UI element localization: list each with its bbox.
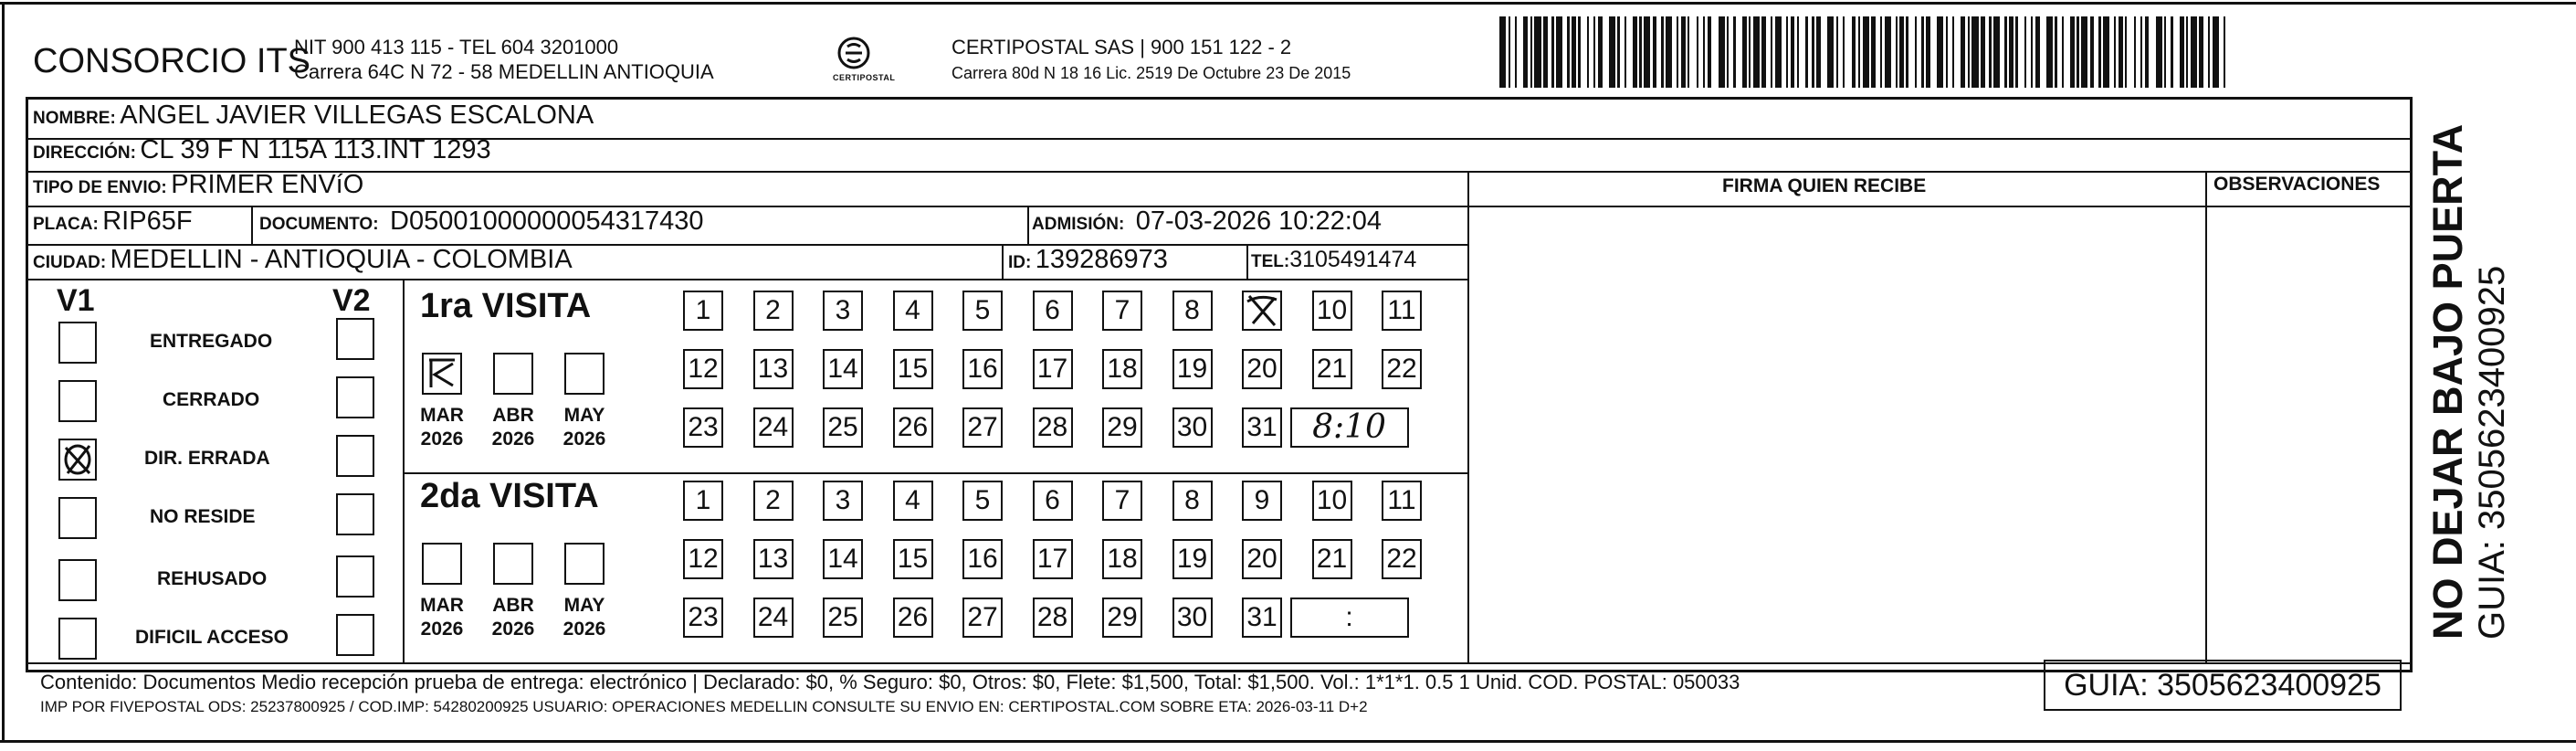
month-checkbox[interactable] (564, 543, 605, 585)
footer-content-line: Contenido: Documentos Medio recepción prueba de entrega: electrónico | Declarado: $0, % Seguro: $0, Otros: $0, Flete: $1,500, Total: $1,500. Vol.: 1*1*1. 0.5 1 Unid. COD. POSTAL: 050033 (40, 671, 1740, 693)
day-number: 20 (1246, 544, 1277, 574)
day-box[interactable] (823, 291, 863, 331)
day-number: 11 (1387, 295, 1416, 325)
status-label: DIFICIL ACCESO (135, 627, 289, 648)
placa-label: PLACA: (33, 215, 99, 234)
v1-checkbox[interactable] (58, 497, 97, 539)
documento-field (259, 206, 704, 237)
day-number: 3 (835, 295, 851, 325)
day-box[interactable] (753, 291, 794, 331)
barcode-bar (1626, 16, 1633, 88)
side-warning: NO DEJAR BAJO PUERTA (2424, 123, 2471, 640)
visit-divider (403, 472, 1467, 474)
v2-header: V2 (332, 283, 371, 318)
month-label (415, 404, 469, 451)
month-year: 2026 (563, 428, 606, 450)
col-divider (1246, 244, 1248, 279)
day-number: 7 (1114, 485, 1130, 515)
barcode-bar (1753, 16, 1760, 88)
barcode-bar (1499, 16, 1506, 88)
month-label (557, 404, 612, 451)
day-number: 28 (1036, 602, 1068, 632)
day-number: 1 (695, 485, 711, 515)
page-top-border (0, 2, 2576, 5)
day-number: 31 (1246, 412, 1277, 442)
col-divider (1002, 244, 1004, 279)
day-box[interactable] (683, 349, 723, 389)
day-number: 5 (974, 485, 991, 515)
day-box[interactable] (1242, 349, 1282, 389)
day-box[interactable] (1312, 481, 1352, 521)
guia-number: GUIA: 3505623400925 (2044, 660, 2402, 711)
side-guia: GUIA: 3505623400925 (2472, 265, 2512, 640)
day-number: 16 (967, 354, 998, 384)
day-number: 22 (1386, 354, 1417, 384)
direccion-label: DIRECCIÓN: (33, 143, 136, 163)
day-box[interactable] (1172, 481, 1213, 521)
day-number: 2 (765, 295, 781, 325)
month-checkbox[interactable] (493, 353, 533, 395)
day-number: 1 (695, 295, 711, 325)
day-number: 7 (1114, 295, 1130, 325)
ciudad-field (33, 245, 573, 275)
day-number: 13 (757, 354, 789, 384)
day-number: 10 (1316, 295, 1348, 325)
barcode-bar (1908, 16, 1915, 88)
documento-value: D05001000000054317430 (390, 206, 704, 236)
side-text (2424, 124, 2513, 640)
direccion-value: CL 39 F N 115A 113.INT 1293 (140, 135, 491, 164)
day-box[interactable] (683, 481, 723, 521)
barcode-bar (1821, 16, 1827, 88)
month-year: 2026 (491, 428, 535, 450)
barcode-bar (1689, 16, 1696, 88)
id-label: ID: (1008, 253, 1032, 272)
day-number: 26 (897, 602, 929, 632)
col-divider (2205, 171, 2207, 662)
day-number: 15 (897, 354, 929, 384)
day-box[interactable] (1102, 407, 1142, 448)
day-number: 21 (1316, 544, 1348, 574)
day-number: 3 (835, 485, 851, 515)
barcode-bar (1971, 16, 1978, 88)
day-number: 23 (688, 412, 719, 442)
placa-field (33, 206, 193, 237)
day-number: 24 (757, 412, 789, 442)
day-box[interactable] (1242, 539, 1282, 579)
day-number: 5 (974, 295, 991, 325)
form-box (26, 97, 2413, 672)
day-box[interactable] (1033, 407, 1073, 448)
day-number: 16 (967, 544, 998, 574)
day-box[interactable] (893, 291, 933, 331)
month-name: MAR (420, 405, 464, 426)
status-label: ENTREGADO (150, 331, 273, 352)
barcode-bar (1711, 16, 1718, 88)
day-box[interactable] (962, 407, 1003, 448)
company-nit: NIT 900 413 115 - TEL 604 3201000 (294, 36, 619, 58)
barcode-bar (2224, 16, 2225, 88)
day-box[interactable] (823, 349, 863, 389)
certipostal-address: Carrera 80d N 18 16 Lic. 2519 De Octubre 23 De 2015 (952, 64, 1351, 82)
company-name: CONSORCIO ITS (33, 42, 311, 80)
day-number: 13 (757, 544, 789, 574)
day-number: 18 (1107, 544, 1138, 574)
day-number: 27 (967, 412, 998, 442)
day-number: 28 (1036, 412, 1068, 442)
day-number: 27 (967, 602, 998, 632)
id-field (1008, 245, 1168, 275)
day-box[interactable] (753, 349, 794, 389)
day-box[interactable] (683, 291, 723, 331)
barcode-bar (1954, 16, 1961, 88)
time-value: 8:10 (1312, 408, 1386, 446)
day-box[interactable] (1242, 598, 1282, 638)
logo-caption: CERTIPOSTAL (833, 73, 896, 82)
page-left-border (2, 2, 5, 742)
day-number: 8 (1184, 295, 1200, 325)
day-number: 17 (1036, 354, 1068, 384)
v2-checkbox[interactable] (336, 555, 374, 598)
day-box[interactable] (753, 539, 794, 579)
time-box[interactable] (1290, 407, 1409, 448)
day-number: 23 (688, 602, 719, 632)
status-label: REHUSADO (157, 568, 268, 589)
barcode-bar (1885, 16, 1891, 88)
barcode-bar (2040, 16, 2046, 88)
col-divider (1467, 171, 1469, 662)
tipo-label: TIPO DE ENVIO: (33, 178, 167, 197)
day-number: 30 (1176, 412, 1208, 442)
day-number: 10 (1316, 485, 1348, 515)
status-label: CERRADO (163, 389, 260, 410)
day-box[interactable] (823, 481, 863, 521)
day-box[interactable] (1102, 349, 1142, 389)
day-number: 6 (1045, 295, 1060, 325)
day-box[interactable] (1033, 291, 1073, 331)
day-number: 26 (897, 412, 929, 442)
day-number: 12 (688, 354, 719, 384)
day-number: 19 (1176, 544, 1208, 574)
id-value: 139286973 (1035, 245, 1168, 274)
day-number: 8 (1184, 485, 1200, 515)
day-number: 12 (688, 544, 719, 574)
barcode-bar (1736, 16, 1742, 88)
v1-checkbox[interactable] (58, 439, 97, 481)
day-number: 18 (1107, 354, 1138, 384)
check-mark-icon (424, 354, 460, 393)
day-number: 25 (827, 602, 858, 632)
day-box[interactable] (1172, 539, 1213, 579)
day-box[interactable] (1312, 349, 1352, 389)
certipostal-name: CERTIPOSTAL SAS | 900 151 122 - 2 (952, 36, 1292, 58)
footer-print-line: IMP POR FIVEPOSTAL ODS: 25237800925 / COD.IMP: 54280200925 USUARIO: OPERACIONES MEDELLIN CONSULTE SU ENVIO EN: CERTIPOSTAL.COM SOBRE ETA: 2026-03-11 D+2 (40, 698, 1368, 715)
barcode-bar (2173, 16, 2180, 88)
col-header-underline (1467, 206, 2410, 207)
observaciones-header: OBSERVACIONES (2213, 174, 2381, 195)
v1-checkbox[interactable] (58, 380, 97, 422)
tel-label: TEL: (1251, 252, 1290, 271)
day-box[interactable] (1033, 598, 1073, 638)
barcode-bar (1937, 16, 1943, 88)
month-checkbox[interactable] (564, 353, 605, 395)
day-box[interactable] (893, 481, 933, 521)
barcode-bar (1666, 16, 1672, 88)
time-value: : (1345, 602, 1353, 632)
check-x-icon (60, 440, 95, 479)
row-divider (28, 279, 1467, 280)
visit-title: 2da VISITA (420, 477, 599, 515)
month-checkbox[interactable] (422, 353, 462, 395)
day-number: 22 (1386, 544, 1417, 574)
day-box[interactable] (962, 481, 1003, 521)
day-number: 21 (1316, 354, 1348, 384)
day-number: 2 (765, 485, 781, 515)
barcode-bar (2103, 16, 2109, 88)
month-name: MAR (420, 595, 464, 616)
barcode-bar (1581, 16, 1587, 88)
admision-label: ADMISIÓN: (1032, 215, 1125, 234)
status-label: NO RESIDE (150, 506, 256, 527)
v1-checkbox[interactable] (58, 322, 97, 364)
day-box[interactable] (753, 407, 794, 448)
day-box[interactable] (1033, 481, 1073, 521)
day-box[interactable] (1033, 349, 1073, 389)
day-number: 17 (1036, 544, 1068, 574)
day-number: 4 (905, 485, 920, 515)
barcode-bar (2081, 16, 2087, 88)
day-box[interactable] (1172, 407, 1213, 448)
day-box[interactable] (1382, 349, 1422, 389)
documento-label: DOCUMENTO: (259, 215, 379, 234)
day-box[interactable] (753, 598, 794, 638)
day-box[interactable] (893, 539, 933, 579)
company-info (294, 35, 714, 84)
day-box[interactable] (683, 407, 723, 448)
barcode-bar (1930, 16, 1937, 88)
day-number: 25 (827, 412, 858, 442)
month-name: ABR (492, 405, 534, 426)
day-box[interactable] (1172, 291, 1213, 331)
barcode-bar (1845, 16, 1851, 88)
col-divider (251, 206, 253, 244)
day-box[interactable] (893, 598, 933, 638)
v1-header: V1 (57, 283, 95, 318)
day-box[interactable] (1312, 291, 1352, 331)
nombre-label: NOMBRE: (33, 109, 116, 128)
barcode-bar (1517, 16, 1523, 88)
day-box[interactable] (893, 407, 933, 448)
day-box[interactable] (753, 481, 794, 521)
day-number: 29 (1107, 602, 1138, 632)
day-number: 24 (757, 602, 789, 632)
day-number: 20 (1246, 354, 1277, 384)
nombre-value: ANGEL JAVIER VILLEGAS ESCALONA (120, 100, 594, 130)
barcode-bar (1644, 16, 1650, 88)
barcode-bar (1609, 16, 1615, 88)
month-name: MAY (563, 405, 605, 426)
day-number: 15 (897, 544, 929, 574)
tipo-row (33, 170, 363, 200)
barcode-bar (1863, 16, 1869, 88)
day-box[interactable] (683, 598, 723, 638)
time-box[interactable] (1290, 598, 1409, 638)
admision-value: 07-03-2026 10:22:04 (1135, 206, 1383, 236)
admision-field (1032, 206, 1382, 237)
day-box[interactable] (962, 349, 1003, 389)
day-number: 31 (1246, 602, 1277, 632)
row-divider (28, 171, 2410, 173)
month-label (557, 594, 612, 641)
barcode-bar (2149, 16, 2155, 88)
month-label (486, 404, 541, 451)
month-name: MAY (563, 595, 605, 616)
day-box[interactable] (1242, 481, 1282, 521)
direccion-row (33, 135, 491, 165)
barcode-bar (1556, 16, 1562, 88)
v2-checkbox[interactable] (336, 376, 374, 418)
day-box[interactable] (1312, 539, 1352, 579)
day-box[interactable] (1172, 349, 1213, 389)
day-box-marked[interactable] (1242, 291, 1282, 331)
day-box[interactable] (1102, 539, 1142, 579)
month-year: 2026 (491, 619, 535, 640)
day-box[interactable] (1382, 481, 1422, 521)
barcode-bar (2191, 16, 2197, 88)
company-address: Carrera 64C N 72 - 58 MEDELLIN ANTIOQUIA (294, 60, 714, 83)
barcode-bar (2127, 16, 2133, 88)
barcode-bar (2046, 16, 2053, 88)
day-box[interactable] (1102, 291, 1142, 331)
certipostal-info (952, 35, 1351, 86)
tipo-value: PRIMER ENVíO (171, 170, 364, 199)
day-box[interactable] (962, 539, 1003, 579)
day-number: 6 (1045, 485, 1060, 515)
barcode-bar (1993, 16, 2000, 88)
placa-value: RIP65F (102, 206, 193, 236)
day-number: 14 (827, 544, 858, 574)
status-label: DIR. ERRADA (144, 448, 270, 469)
day-box[interactable] (1102, 598, 1142, 638)
v1-checkbox[interactable] (58, 559, 97, 601)
barcode-bar (1775, 16, 1782, 88)
barcode-bar (1534, 16, 1540, 88)
month-checkbox[interactable] (493, 543, 533, 585)
day-number: 30 (1176, 602, 1208, 632)
nombre-row (33, 100, 594, 131)
month-year: 2026 (563, 619, 606, 640)
day-box[interactable] (1242, 407, 1282, 448)
tel-field (1251, 247, 1416, 273)
month-label (415, 594, 469, 641)
day-number: 9 (1254, 485, 1270, 515)
day-box[interactable] (1382, 539, 1422, 579)
barcode-bar (2213, 16, 2219, 88)
barcode-bar (1827, 16, 1834, 88)
barcode-bar (2064, 16, 2070, 88)
barcode-bar (1603, 16, 1609, 88)
day-box[interactable] (683, 539, 723, 579)
day-number: 4 (905, 295, 920, 325)
month-year: 2026 (420, 428, 464, 450)
day-number: 19 (1176, 354, 1208, 384)
visit-title: 1ra VISITA (420, 287, 592, 325)
v2-checkbox[interactable] (336, 493, 374, 535)
day-box[interactable] (1033, 539, 1073, 579)
day-box[interactable] (823, 407, 863, 448)
ciudad-label: CIUDAD: (33, 253, 107, 272)
col-divider (403, 279, 405, 662)
barcode-bar (1719, 16, 1725, 88)
month-name: ABR (492, 595, 534, 616)
barcode-bar (1799, 16, 1805, 88)
barcode-bar (2156, 16, 2162, 88)
day-box[interactable] (962, 291, 1003, 331)
v2-checkbox[interactable] (336, 435, 374, 477)
day-box[interactable] (1382, 291, 1422, 331)
day-box[interactable] (893, 349, 933, 389)
barcode (1499, 16, 2230, 88)
month-checkbox[interactable] (422, 543, 462, 585)
v2-checkbox[interactable] (336, 614, 374, 656)
day-number: 11 (1387, 485, 1416, 515)
ciudad-value: MEDELLIN - ANTIOQUIA - COLOMBIA (110, 245, 573, 274)
day-box[interactable] (962, 598, 1003, 638)
day-box[interactable] (823, 539, 863, 579)
barcode-bar (2018, 16, 2024, 88)
day-number: 14 (827, 354, 858, 384)
day-cross-icon (1244, 292, 1280, 329)
month-year: 2026 (420, 619, 464, 640)
tel-value: 3105491474 (1289, 247, 1417, 272)
day-box[interactable] (1102, 481, 1142, 521)
firma-header: FIRMA QUIEN RECIBE (1722, 175, 1927, 196)
day-number: 29 (1107, 412, 1138, 442)
v2-checkbox[interactable] (336, 318, 374, 360)
day-box[interactable] (823, 598, 863, 638)
col-divider (1027, 206, 1029, 244)
day-box[interactable] (1172, 598, 1213, 638)
month-label (486, 594, 541, 641)
v1-checkbox[interactable] (58, 618, 97, 660)
page-bottom-border (0, 740, 2576, 743)
